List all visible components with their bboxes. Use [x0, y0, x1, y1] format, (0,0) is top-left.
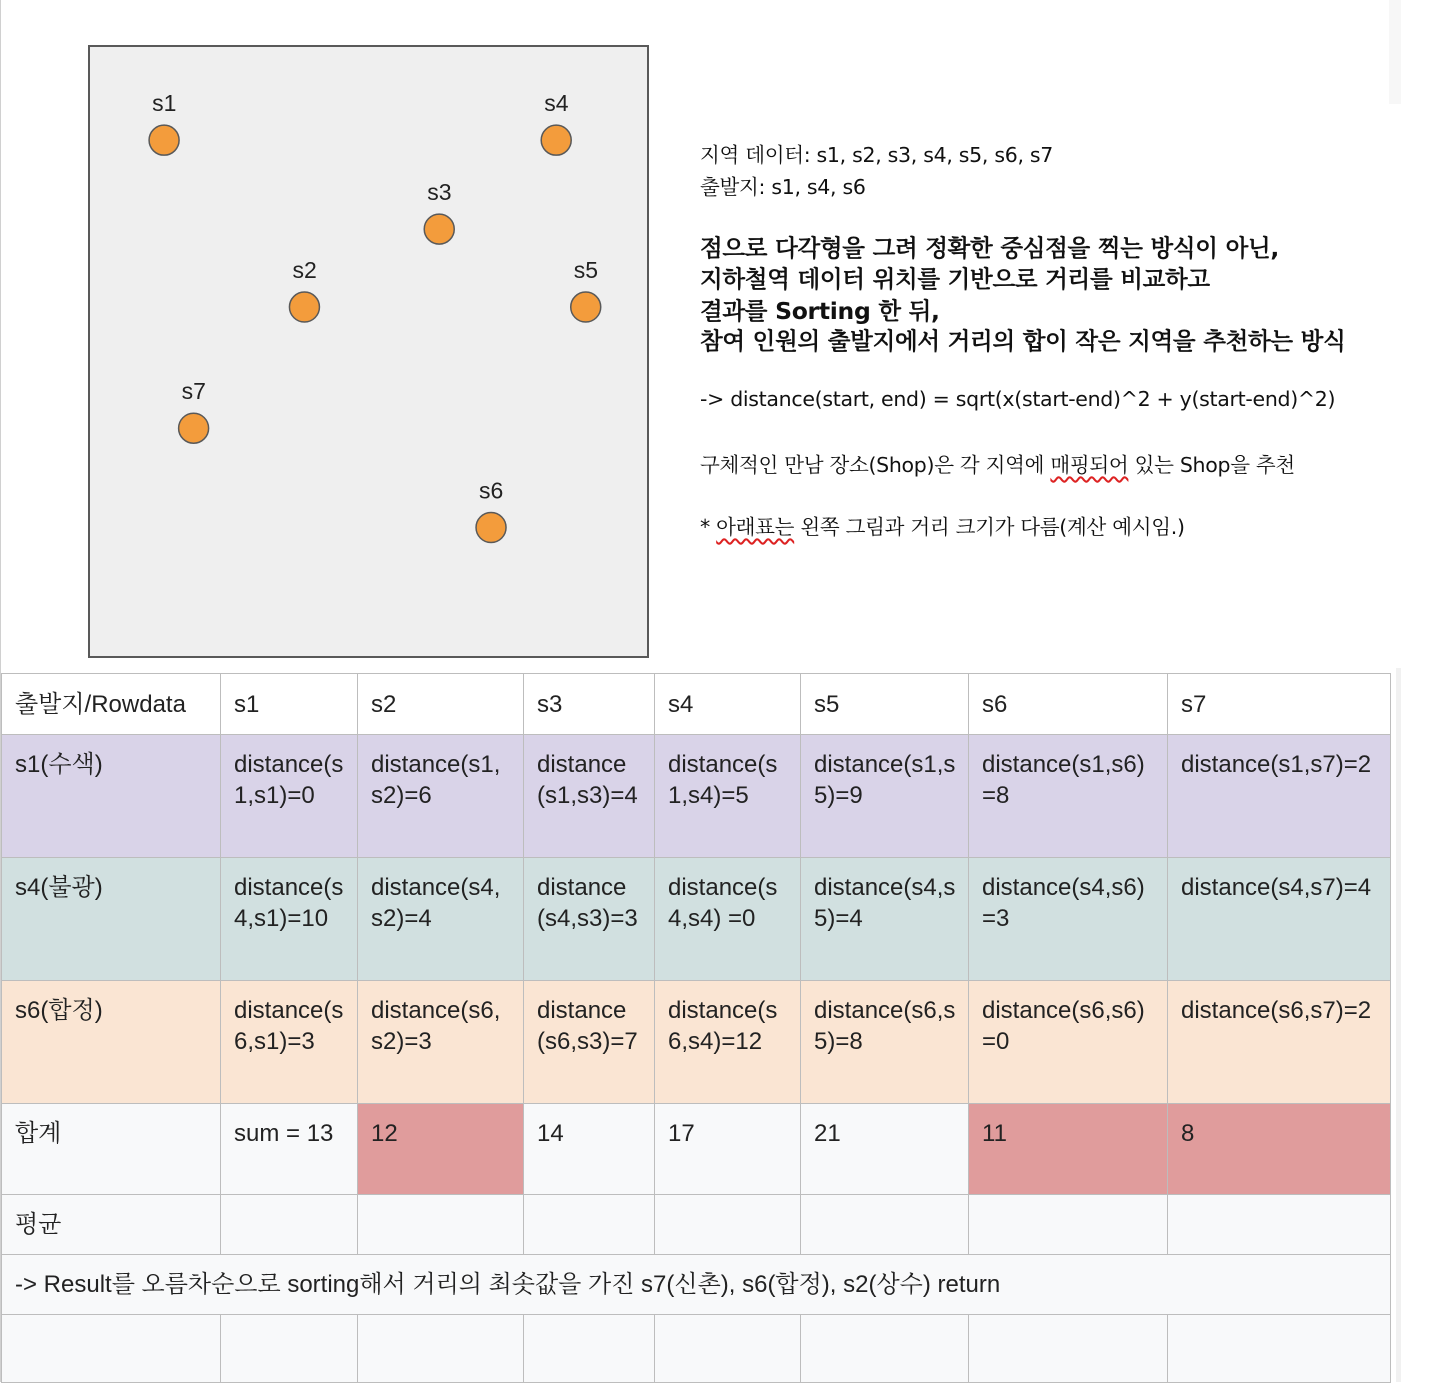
map-pin-s4	[541, 125, 571, 155]
table-cell[interactable]: distance(s4,s5)=4	[801, 858, 969, 981]
table-note-after: 왼쪽 그림과 거리 크기가 다름(계산 예시임.)	[794, 515, 1185, 539]
row-label-s4[interactable]: s4(불광)	[2, 858, 221, 981]
row-label-s6[interactable]: s6(합정)	[2, 981, 221, 1104]
table-cell[interactable]	[1168, 1315, 1391, 1383]
shop-text-before: 구체적인 만남 장소(Shop)은 각 지역에	[700, 453, 1051, 477]
table-cell[interactable]	[1168, 1195, 1391, 1255]
header-cell-s4[interactable]: s4	[655, 674, 801, 735]
table-cell[interactable]	[655, 1315, 801, 1383]
map-pin-s1	[149, 125, 179, 155]
table-cell[interactable]: distance(s6,s6)=0	[969, 981, 1168, 1104]
method-line-2: 지하철역 데이터 위치를 기반으로 거리를 비교하고	[700, 265, 1210, 293]
map-pin-s2	[289, 292, 319, 322]
sum-cell-highlighted[interactable]: 11	[969, 1104, 1168, 1195]
header-cell-s1[interactable]: s1	[221, 674, 358, 735]
region-map	[90, 47, 647, 656]
table-cell[interactable]	[969, 1195, 1168, 1255]
table-cell[interactable]: distance(s1,s1)=0	[221, 735, 358, 858]
map-label-s5: s5	[573, 257, 599, 284]
map-pin-s6	[476, 513, 506, 543]
sum-cell[interactable]: 17	[655, 1104, 801, 1195]
regions-line: 지역 데이터: s1, s2, s3, s4, s5, s6, s7	[700, 143, 1054, 167]
table-cell[interactable]: distance(s1,s2)=6	[358, 735, 524, 858]
header-cell-s6[interactable]: s6	[969, 674, 1168, 735]
table-cell[interactable]	[221, 1315, 358, 1383]
table-cell[interactable]	[2, 1315, 221, 1383]
table-cell[interactable]: distance(s1,s5)=9	[801, 735, 969, 858]
table-cell[interactable]	[524, 1315, 655, 1383]
table-cell[interactable]	[655, 1195, 801, 1255]
table-cell[interactable]: distance(s6,s5)=8	[801, 981, 969, 1104]
sum-cell[interactable]: sum = 13	[221, 1104, 358, 1195]
table-row-result	[2, 1255, 1391, 1315]
table-cell[interactable]: distance(s1,s7)=2	[1168, 735, 1391, 858]
table-cell[interactable]: distance(s1,s3)=4	[524, 735, 655, 858]
row-label-average[interactable]: 평균	[2, 1195, 221, 1255]
table-cell[interactable]	[801, 1315, 969, 1383]
table-cell[interactable]	[221, 1195, 358, 1255]
sum-cell[interactable]: 21	[801, 1104, 969, 1195]
map-pin-s7	[179, 413, 209, 443]
table-cell[interactable]: distance(s1,s6)=8	[969, 735, 1168, 858]
result-cell[interactable]: -> Result를 오름차순으로 sorting해서 거리의 최솟값을 가진 s7(신촌), s6(합정), s2(상수) return	[2, 1255, 1391, 1315]
table-cell[interactable]: distance(s4,s6)=3	[969, 858, 1168, 981]
header-cell-s3[interactable]: s3	[524, 674, 655, 735]
table-row-s1	[2, 735, 1391, 858]
row-label-sum[interactable]: 합계	[2, 1104, 221, 1195]
sum-cell-highlighted[interactable]: 12	[358, 1104, 524, 1195]
method-line-1: 점으로 다각형을 그려 정확한 중심점을 찍는 방식이 아닌,	[700, 234, 1280, 262]
shop-line	[700, 448, 1295, 478]
table-note-line	[700, 510, 1185, 540]
table-cell[interactable]: distance(s6,s4)=12	[655, 981, 801, 1104]
map-pin-s5	[571, 292, 601, 322]
table-cell[interactable]: distance(s4,s4) =0	[655, 858, 801, 981]
sum-cell[interactable]: 14	[524, 1104, 655, 1195]
map-label-s2: s2	[292, 257, 317, 284]
departures-line: 출발지: s1, s4, s6	[700, 175, 866, 199]
distance-table	[1, 673, 1391, 1383]
row-label-s1[interactable]: s1(수색)	[2, 735, 221, 858]
page-right-edge	[1389, 0, 1401, 104]
table-row-s4	[2, 858, 1391, 981]
header-cell-s5[interactable]: s5	[801, 674, 969, 735]
table-cell[interactable]: distance(s6,s2)=3	[358, 981, 524, 1104]
table-row-sum	[2, 1104, 1391, 1195]
map-pin-s3	[424, 214, 454, 244]
shop-text-spellcheck: 매핑되어	[1050, 453, 1129, 477]
method-line-3: 결과를 Sorting 한 뒤,	[700, 297, 940, 325]
shop-text-after: 있는 Shop을 추천	[1128, 453, 1295, 477]
map-label-s1: s1	[152, 90, 177, 117]
table-cell[interactable]	[358, 1195, 524, 1255]
table-cell[interactable]	[358, 1315, 524, 1383]
table-cell[interactable]: distance(s4,s2)=4	[358, 858, 524, 981]
table-cell[interactable]: distance(s4,s3)=3	[524, 858, 655, 981]
map-label-s7: s7	[181, 378, 206, 405]
table-row-empty	[2, 1315, 1391, 1383]
table-row-s6	[2, 981, 1391, 1104]
table-cell[interactable]	[801, 1195, 969, 1255]
table-note-spellcheck: 아래표는	[716, 515, 795, 539]
table-cell[interactable]: distance(s6,s1)=3	[221, 981, 358, 1104]
map-label-s4: s4	[544, 90, 569, 117]
table-header-row	[2, 674, 1391, 735]
page-right-edge-lower	[1396, 668, 1401, 1382]
table-cell[interactable]	[524, 1195, 655, 1255]
region-map-panel	[88, 45, 649, 658]
table-cell[interactable]	[969, 1315, 1168, 1383]
table-row-average	[2, 1195, 1391, 1255]
table-cell[interactable]: distance(s6,s3)=7	[524, 981, 655, 1104]
header-cell-s2[interactable]: s2	[358, 674, 524, 735]
table-cell[interactable]: distance(s6,s7)=2	[1168, 981, 1391, 1104]
header-cell-s7[interactable]: s7	[1168, 674, 1391, 735]
table-cell[interactable]: distance(s1,s4)=5	[655, 735, 801, 858]
map-label-s6: s6	[479, 477, 504, 504]
map-label-s3: s3	[427, 179, 452, 206]
sum-cell-highlighted[interactable]: 8	[1168, 1104, 1391, 1195]
formula-line: -> distance(start, end) = sqrt(x(start-end)^2 + y(start-end)^2)	[700, 387, 1336, 411]
table-cell[interactable]: distance(s4,s7)=4	[1168, 858, 1391, 981]
header-cell-rowdata[interactable]: 출발지/Rowdata	[2, 674, 221, 735]
table-cell[interactable]: distance(s4,s1)=10	[221, 858, 358, 981]
table-note-prefix: *	[700, 515, 717, 539]
method-line-4: 참여 인원의 출발지에서 거리의 합이 작은 지역을 추천하는 방식	[700, 327, 1346, 355]
